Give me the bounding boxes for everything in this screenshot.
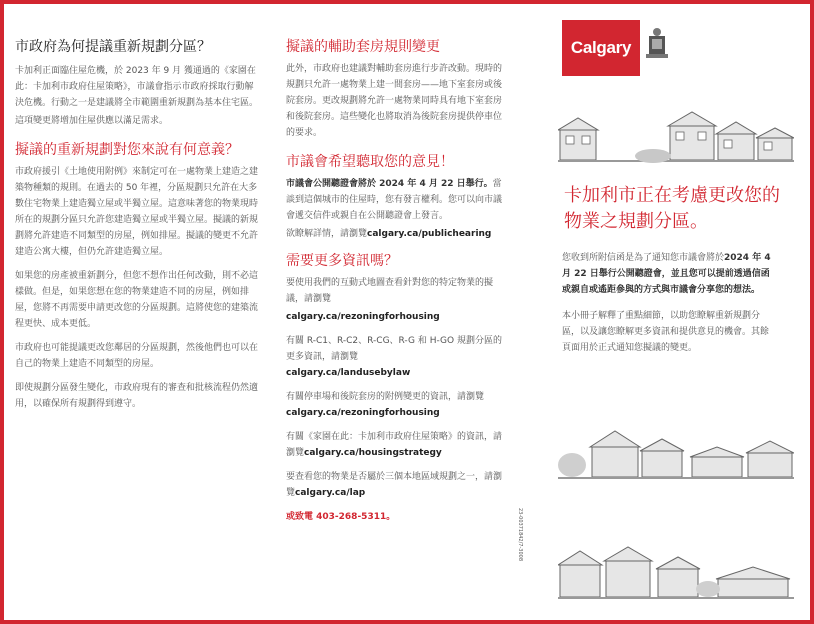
paragraph-housing-crisis: 卡加利正面臨住屋危機，於 2023 年 9 月 獲通過的《家園在此：卡加利市政府住屋策略》，市議會指示市政府採取行動解決危機。行動之一是建議將全市範圍重新規劃為基本住宅區。 [15,66,259,108]
houses-illustration-bottom [558,545,794,605]
link-landusebylaw[interactable]: calgary.ca/landusebylaw [286,368,411,378]
panel-right [562,250,777,356]
link-rezoning-2[interactable]: calgary.ca/rezoningforhousing [286,408,440,418]
cover-paragraph-1 [562,250,777,298]
paragraph-hearing [286,176,506,224]
cover-notice-text: 您收到所附信函是為了通知您市議會將於 [562,253,725,263]
parking-text: 有關停車場和後院套房的附例變更的資訊，請瀏覽 [286,392,485,402]
hearing-date-text: 市議會公開聽證會將於 2024 年 4 月 22 日舉行。 [286,179,493,189]
paragraph-neighbours: 市政府也可能提議更改您鄰居的分區規劃，然後他們也可以在自己的物業上建造不同類型的房屋。 [15,343,259,369]
heading-more-info: 需要更多資訊嗎？ [286,253,398,269]
hearing-detail-text: 當談到這個城市的住屋時，您有發言權利。您可以向市議會遞交信件或親自在公開聽證會上發言。 [286,179,503,221]
districts-text: 有關 R-C1、R-C2、R-CG、R-G 和 H-GO 規劃分區的更多資訊，請瀏覽 [286,336,502,362]
cover-paragraph-2: 本小冊子解釋了重點細節，以助您瞭解重新規劃分區，以及讓您瞭解更多資訊和提供意見的機會。其餘頁面用於正式通知您擬議的變更。 [562,311,770,353]
heading-what-it-means: 擬議的重新規劃對您來說有何意義？ [15,142,239,158]
phone-line [286,509,506,525]
paragraph-suites: 此外，市政府也建議對輔助套房進行步許改動。現時的規劃只允許一處物業上建一間套房——地下室套房或後院套房。更改規劃將允許一處物業同時具有地下室套房和後院套房。這些變化也將取消為後院套房提供停車位的要求。 [286,64,503,138]
houses-illustration-middle [558,425,794,485]
link-housingstrategy[interactable]: calgary.ca/housingstrategy [304,448,442,458]
heading-council-hear: 市議會希望聽取您的意見！ [286,154,454,170]
paragraph-learn-more [286,226,506,242]
paragraph-districts [286,333,506,365]
paragraph-review-process: 即使規劃分區發生變化，市政府現有的審查和批核流程仍然適用，以確保所有規劃得到遵守。 [15,383,259,409]
houses-illustration-top [558,108,794,168]
phone-number[interactable]: 或致電 403-268-5311。 [286,512,396,522]
heading-secondary-suites: 擬議的輔助套房規則變更 [286,39,440,55]
paragraph-land-use-bylaw: 市政府援引《土地使用附例》來制定可在一處物業上建造之建築物種類的規則。在過去的 50 年裡，分區規劃只允許在大多數住宅物業上建造獨立屋或半獨立屋。這意味著您的物業現時所在的規劃分區只允許您建造獨立屋或半獨立屋。擬議的新規劃將允許建造不同類型的房屋，例如排屋。擬議的變更不允許建造公寓大樓，但仍允許建造獨立屋。 [15,167,259,257]
cover-hearing-text: 2024 年 4 月 22 日舉行公開聽證會，並且您可以提前透過信函或親自或遙距參與的方式與市議會分享您的想法。 [562,253,771,295]
paragraph-supply: 這項變更將增加住屋供應以滿足需求。 [15,116,169,126]
paragraph-interactive-map: 要使用我們的互動式地圖查看針對您的特定物業的擬議，請瀏覽 [286,278,494,304]
paragraph-parking [286,389,506,421]
cover-title: 卡加利市正在考慮更改您的物業之規劃分區。 [564,185,780,232]
heading-why-rezone: 市政府為何提議重新規劃分區？ [15,39,211,55]
calgary-logo: Calgary [562,20,640,76]
coat-of-arms-icon [644,26,670,70]
paragraph-strategy [286,429,506,461]
panel-left [15,38,260,412]
paragraph-no-change-needed: 如果您的房產被重新劃分，但您不想作出任何改動，則不必這樣做。但是，如果您想在您的物業建造不同的房屋，例如排屋，您將不再需要申請更改您的分區規劃。這將使您的建築流程更快、成本更低。 [15,271,259,329]
document-code: 23-00371842/7-3008 [517,508,523,562]
learn-more-text: 欲瞭解詳情，請瀏覽 [286,229,368,239]
panel-middle [286,38,506,525]
link-rezoning-1[interactable]: calgary.ca/rezoningforhousing [286,312,440,322]
link-publichearing[interactable]: calgary.ca/publichearing [367,229,492,239]
paragraph-lap [286,469,506,501]
lap-text: 要查看您的物業是否屬於三個本地區域規劃之一，請瀏覽 [286,472,503,498]
link-lap[interactable]: calgary.ca/lap [295,488,366,498]
strategy-text: 有關《家園在此：卡加利市政府住屋策略》的資訊，請瀏覽 [286,432,503,458]
